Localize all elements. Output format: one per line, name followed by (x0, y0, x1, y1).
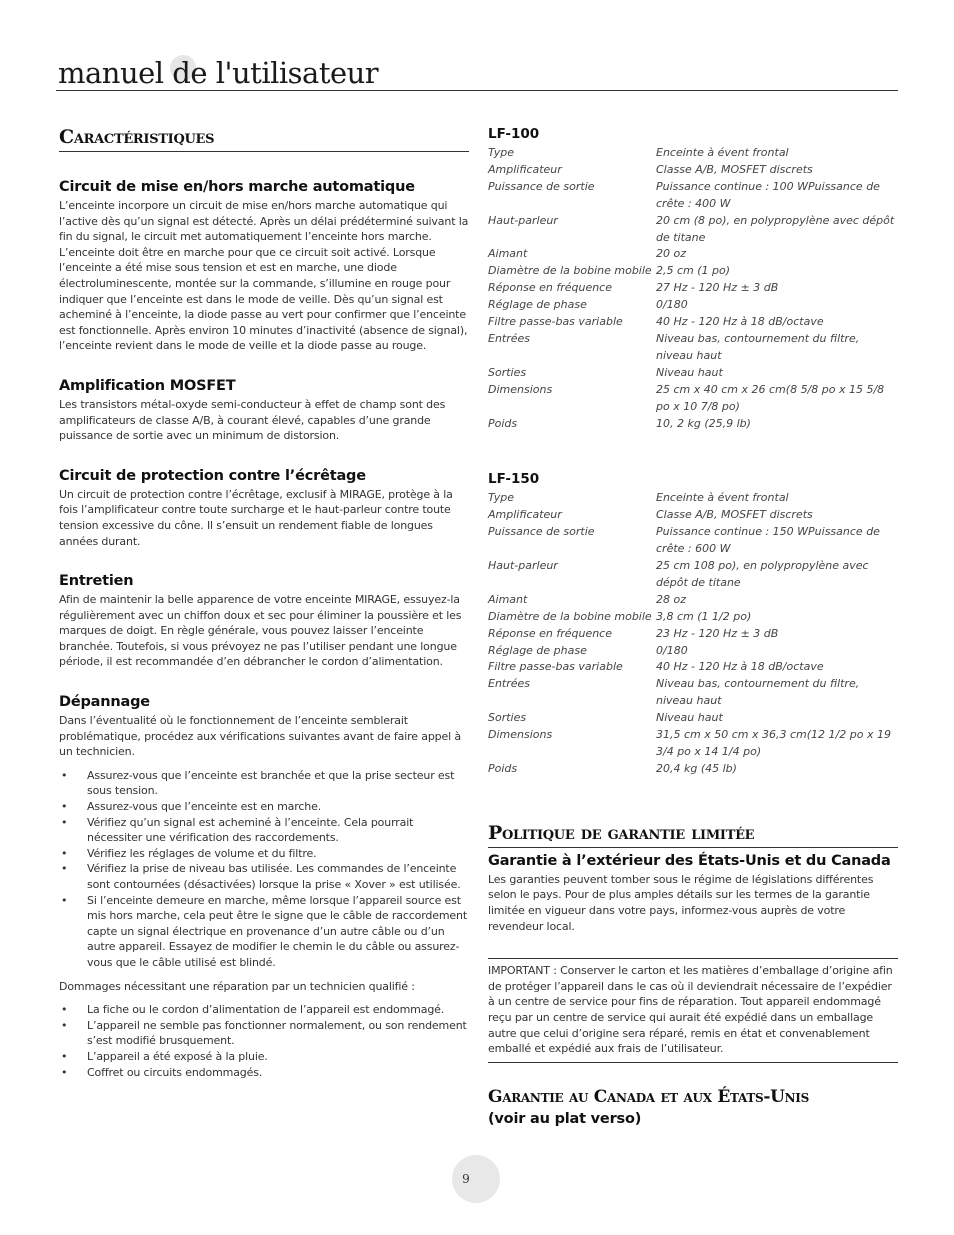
spec-model-title: LF-100 (488, 126, 540, 142)
list-item: • Vérifiez qu’un signal est acheminé à l’enceinte. Cela pourrait nécessiter une vérification des raccordements. (61, 815, 414, 845)
warranty-title: Politique de garantie limitée (488, 821, 755, 844)
spec-row: Amplificateur Classe A/B, MOSFET discrets (488, 162, 813, 176)
warranty-subtitle: Garantie à l’extérieur des États-Unis et du Canada (488, 852, 891, 869)
spec-row: Sorties Niveau haut (488, 365, 723, 379)
section-text: Un circuit de protection contre l’écrêtage, exclusif à MIRAGE, protège à la fois l’amplificateur contre toute surcharge et le haut-parleur contre toute tension excessive du cône. Il s’ensuit un rendement fiable de longues années durant. (59, 487, 453, 548)
spec-row: Puissance de sortie Puissance continue : 100 WPuissance de crête : 400 W (488, 179, 880, 210)
list-item: • Coffret ou circuits endommagés. (61, 1065, 263, 1079)
spec-model-title: LF-150 (488, 471, 540, 488)
spec-row: Puissance de sortie Puissance continue : 150 WPuissance de crête : 600 W (488, 525, 880, 556)
spec-table-lf100 (488, 126, 898, 432)
section-title: Amplification MOSFET (59, 377, 236, 394)
left-column (59, 126, 469, 1080)
spec-row: Filtre passe-bas variable 40 Hz - 120 Hz à 18 dB/octave (488, 315, 824, 329)
spec-row: Haut-parleur 20 cm (8 po), en polypropylène avec dépôt de titane (488, 213, 895, 244)
spec-row: Aimant 28 oz (488, 592, 686, 606)
warranty-rule (488, 847, 898, 848)
section-auto-power (59, 179, 469, 354)
spec-row: Réponse en fréquence 27 Hz - 120 Hz ± 3 dB (488, 281, 779, 295)
important-notice: IMPORTANT : Conserver le carton et les matières d’emballage d’origine afin de protéger l’appareil dans le cas où il deviendrait nécessaire de l’expédier à un centre de service pour fins de réparation. Tout appareil endommagé reçu par un centre de service qui aurait été expédié dans un emballage autre que celui d’origine sera réparé, remis en état et convenablement emballé et expédié aux frais de l’utilisateur. (488, 964, 893, 1056)
section-troubleshooting (59, 694, 469, 1080)
section-text: Les transistors métal-oxyde semi-conducteur à effet de champ sont des amplificateurs de classe A/B, à courant élevé, capables d’une grande puissance de sortie avec un minimum de distorsion. (59, 397, 446, 443)
spec-row: Dimensions 31,5 cm x 50 cm x 36,3 cm(12 1/2 po x 19 3/4 po x 14 1/4 po) (488, 728, 891, 758)
header-rule (56, 90, 898, 91)
spec-row: Réponse en fréquence 23 Hz - 120 Hz ± 3 dB (488, 626, 779, 640)
spec-row: Filtre passe-bas variable 40 Hz - 120 Hz à 18 dB/octave (488, 660, 824, 674)
section-text: L’enceinte incorpore un circuit de mise en/hors marche automatique qui l’active dès qu’un signal est détecté. Après un délai prédéterminé suivant la fin du signal, le circuit met automatiquement l’enceinte hors marche. L’enceinte doit être en marche pour que ce circuit soit activé. Lorsque l’enceinte a été mise sous tension et est en marche, une diode électroluminescente, montée sur la commande, s’illumine en rouge pour indiquer que l’enceinte est dans le mode de veille. Dès qu’un signal est acheminé à l’enceinte, la diode passe au vert pour confirmer que l’enceinte est fonctionnelle. Après environ 10 minutes d’inactivité (absence de signal), l’enceinte revient dans le mode de veille et la diode passe au rouge. (59, 199, 469, 353)
spec-row: Poids 10, 2 kg (25,9 lb) (488, 416, 751, 430)
important-bottom-rule (488, 1062, 898, 1063)
spec-row: Entrées Niveau bas, contournement du filtre, niveau haut (488, 331, 860, 362)
important-top-rule (488, 958, 898, 959)
section-title: Entretien (59, 573, 134, 590)
list-item: • Vérifiez la prise de niveau bas utilisée. Les commandes de l’enceinte sont contournées (désactivées) lorsque la prise « Xover » est utilisée. (61, 862, 461, 891)
list-item: • La fiche ou le cordon d’alimentation de l’appareil est endommagé. (61, 1003, 445, 1017)
spec-row: Type Enceinte à évent frontal (488, 146, 789, 159)
spec-table-lf150 (488, 471, 898, 777)
list-item: • Vérifiez les réglages de volume et du filtre. (61, 846, 317, 860)
spec-row: Réglage de phase 0/180 (488, 298, 688, 312)
section-title: Circuit de mise en/hors marche automatique (59, 179, 415, 195)
list-item: • Assurez-vous que l’enceinte est en marche. (61, 800, 322, 814)
features-rule (59, 151, 469, 152)
page-header-title: manuel de l'utilisateur (58, 56, 379, 90)
right-column (488, 126, 898, 1127)
section-title: Circuit de protection contre l’écrêtage (59, 467, 366, 484)
troubleshooting-intro: Dans l’éventualité où le fonctionnement de l’enceinte semblerait problématique, procédez aux vérifications suivantes avant de faire appel à un technicien. (59, 714, 461, 759)
section-title: Dépannage (59, 694, 150, 711)
list-item: • Si l’enceinte demeure en marche, même lorsque l’appareil source est mis hors marche, cela peut être le signe que le câble de raccordement capte un signal électrique en provenance d’un autre câble ou d’un autre appareil. Essayez de modifier le chemin le du câble ou assurez-vous que le câble utilisé est blindé. (61, 893, 468, 969)
warranty-section (488, 822, 898, 1127)
spec-row: Haut-parleur 25 cm 108 po), en polypropylène avec dépôt de titane (488, 559, 869, 589)
spec-row: Réglage de phase 0/180 (488, 643, 688, 657)
spec-row: Amplificateur Classe A/B, MOSFET discrets (488, 508, 813, 522)
spec-row: Diamètre de la bobine mobile 3,8 cm (1 1/2 po) (488, 609, 752, 623)
page-number: 9 (462, 1172, 470, 1186)
features-title: Caractéristiques (59, 126, 215, 148)
section-clip-protection (59, 468, 469, 549)
section-maintenance (59, 573, 469, 670)
spec-row: Sorties Niveau haut (488, 711, 723, 725)
warranty-text: Les garanties peuvent tomber sous le régime de législations différentes selon le pays. Pour de plus amples détails sur les termes de la garantie limitée en vigueur dans votre pays, informez-vous auprès de votre revendeur local. (488, 872, 874, 933)
list-item: • L’appareil a été exposé à la pluie. (61, 1049, 268, 1063)
list-item: • Assurez-vous que l’enceinte est branchée et que la prise secteur est sous tension. (61, 768, 455, 798)
spec-row: Entrées Niveau bas, contournement du filtre, niveau haut (488, 677, 860, 708)
section-mosfet (59, 378, 469, 444)
canada-warranty-title: Garantie au Canada et aux États-Unis (488, 1086, 809, 1107)
list-item: • L’appareil ne semble pas fonctionner normalement, ou son rendement s’est modifié brusquement. (61, 1018, 467, 1048)
spec-row: Aimant 20 oz (488, 247, 686, 261)
spec-row: Type Enceinte à évent frontal (488, 491, 789, 505)
troubleshooting-list (59, 768, 469, 971)
canada-warranty-note: (voir au plat verso) (488, 1110, 642, 1127)
damage-list (59, 1002, 469, 1080)
spec-row: Dimensions 25 cm x 40 cm x 26 cm(8 5/8 po x 15 5/8 po x 10 7/8 po) (488, 382, 885, 413)
spec-row: Poids 20,4 kg (45 lb) (488, 761, 737, 775)
section-text: Afin de maintenir la belle apparence de votre enceinte MIRAGE, essuyez-la régulièrement avec un chiffon doux et sec pour éliminer la poussière et les marques de doigt. En règle générale, vous pouvez laisser l’enceinte branchée. Toutefois, si vous prévoyez ne pas l’utiliser pendant une longue période, il est recommandée d’en débrancher le cordon d’alimentation. (59, 593, 462, 669)
damage-intro: Dommages nécessitant une réparation par un technicien qualifié : (59, 979, 415, 993)
spec-row: Diamètre de la bobine mobile 2,5 cm (1 po) (488, 264, 731, 278)
